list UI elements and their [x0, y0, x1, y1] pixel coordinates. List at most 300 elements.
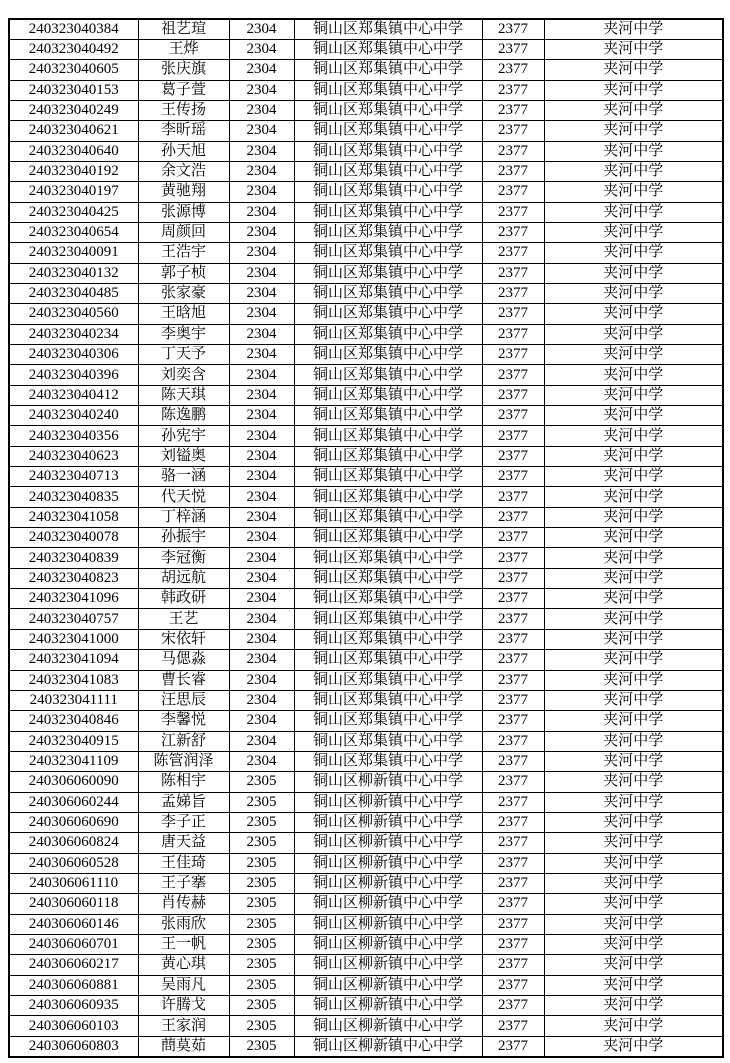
cell-assigned-school-name: 夹河中学: [544, 365, 723, 385]
table-row: [9, 792, 723, 812]
cell-assigned-school-code: 2377: [482, 934, 544, 954]
cell-assigned-school-code: 2377: [482, 19, 544, 39]
cell-student-id: 240323040846: [9, 711, 138, 731]
cell-student-name: 李奥宇: [138, 324, 229, 344]
cell-assigned-school-name: 夹河中学: [544, 996, 723, 1016]
cell-assigned-school-code: 2377: [482, 609, 544, 629]
cell-student-id: 240323041083: [9, 670, 138, 690]
cell-school-name: 铜山区郑集镇中心中学: [294, 141, 482, 161]
table-row: [9, 385, 723, 405]
table-row: [9, 161, 723, 181]
table-row: [9, 365, 723, 385]
cell-student-id: 240323040640: [9, 141, 138, 161]
cell-school-code: 2304: [229, 182, 294, 202]
cell-assigned-school-code: 2377: [482, 812, 544, 832]
cell-student-id: 240323040240: [9, 406, 138, 426]
cell-assigned-school-name: 夹河中学: [544, 182, 723, 202]
cell-school-name: 铜山区郑集镇中心中学: [294, 243, 482, 263]
cell-student-name: 王浩宇: [138, 243, 229, 263]
cell-school-code: 2305: [229, 812, 294, 832]
cell-student-name: 许腾戈: [138, 996, 229, 1016]
cell-student-id: 240323040823: [9, 568, 138, 588]
cell-student-name: 曹长睿: [138, 670, 229, 690]
table-row: [9, 772, 723, 792]
cell-assigned-school-name: 夹河中学: [544, 772, 723, 792]
cell-assigned-school-name: 夹河中学: [544, 446, 723, 466]
cell-assigned-school-code: 2377: [482, 446, 544, 466]
cell-assigned-school-name: 夹河中学: [544, 222, 723, 242]
cell-assigned-school-code: 2377: [482, 385, 544, 405]
cell-school-code: 2304: [229, 609, 294, 629]
cell-school-code: 2304: [229, 568, 294, 588]
cell-assigned-school-code: 2377: [482, 548, 544, 568]
table-row: [9, 711, 723, 731]
cell-assigned-school-name: 夹河中学: [544, 690, 723, 710]
table-row: [9, 548, 723, 568]
cell-assigned-school-name: 夹河中学: [544, 934, 723, 954]
table-row: [9, 589, 723, 609]
cell-school-name: 铜山区郑集镇中心中学: [294, 222, 482, 242]
cell-student-name: 陈逸鹏: [138, 406, 229, 426]
cell-assigned-school-name: 夹河中学: [544, 141, 723, 161]
cell-assigned-school-name: 夹河中学: [544, 568, 723, 588]
cell-assigned-school-code: 2377: [482, 731, 544, 751]
cell-assigned-school-code: 2377: [482, 365, 544, 385]
cell-student-name: 肖传赫: [138, 894, 229, 914]
cell-school-code: 2304: [229, 80, 294, 100]
cell-student-name: 李馨悦: [138, 711, 229, 731]
cell-student-name: 陈相宇: [138, 772, 229, 792]
table-row: [9, 670, 723, 690]
cell-assigned-school-name: 夹河中学: [544, 629, 723, 649]
cell-student-name: 周颜回: [138, 222, 229, 242]
cell-school-code: 2304: [229, 222, 294, 242]
cell-school-code: 2304: [229, 202, 294, 222]
cell-student-name: 唐天益: [138, 833, 229, 853]
table-row: [9, 243, 723, 263]
cell-assigned-school-code: 2377: [482, 650, 544, 670]
cell-assigned-school-code: 2377: [482, 263, 544, 283]
cell-school-code: 2305: [229, 894, 294, 914]
cell-assigned-school-code: 2377: [482, 182, 544, 202]
cell-student-id: 240323040605: [9, 60, 138, 80]
table-row: [9, 975, 723, 995]
cell-assigned-school-name: 夹河中学: [544, 467, 723, 487]
cell-school-code: 2305: [229, 833, 294, 853]
cell-assigned-school-code: 2377: [482, 751, 544, 771]
cell-student-id: 240323040234: [9, 324, 138, 344]
cell-school-name: 铜山区柳新镇中心中学: [294, 1036, 482, 1056]
cell-school-name: 铜山区郑集镇中心中学: [294, 161, 482, 181]
cell-assigned-school-name: 夹河中学: [544, 873, 723, 893]
cell-student-id: 240306060803: [9, 1036, 138, 1056]
cell-school-code: 2304: [229, 731, 294, 751]
cell-school-code: 2304: [229, 345, 294, 365]
cell-school-code: 2304: [229, 690, 294, 710]
cell-school-name: 铜山区郑集镇中心中学: [294, 568, 482, 588]
cell-student-name: 黄驰翔: [138, 182, 229, 202]
cell-assigned-school-name: 夹河中学: [544, 589, 723, 609]
table-row: [9, 467, 723, 487]
cell-school-name: 铜山区柳新镇中心中学: [294, 1016, 482, 1036]
table-body: [9, 19, 723, 1057]
cell-school-code: 2305: [229, 873, 294, 893]
cell-student-name: 代天悦: [138, 487, 229, 507]
cell-student-name: 汪思辰: [138, 690, 229, 710]
cell-school-code: 2304: [229, 528, 294, 548]
cell-school-code: 2304: [229, 60, 294, 80]
cell-assigned-school-name: 夹河中学: [544, 39, 723, 59]
cell-student-id: 240323041000: [9, 629, 138, 649]
cell-school-code: 2304: [229, 426, 294, 446]
cell-assigned-school-code: 2377: [482, 141, 544, 161]
cell-school-name: 铜山区郑集镇中心中学: [294, 446, 482, 466]
cell-assigned-school-name: 夹河中学: [544, 304, 723, 324]
table-row: [9, 324, 723, 344]
cell-student-id: 240323040485: [9, 283, 138, 303]
cell-student-name: 宋依轩: [138, 629, 229, 649]
cell-assigned-school-name: 夹河中学: [544, 406, 723, 426]
table-row: [9, 121, 723, 141]
table-row: [9, 996, 723, 1016]
cell-assigned-school-code: 2377: [482, 324, 544, 344]
cell-assigned-school-code: 2377: [482, 975, 544, 995]
cell-assigned-school-code: 2377: [482, 222, 544, 242]
cell-student-id: 240306060881: [9, 975, 138, 995]
cell-assigned-school-name: 夹河中学: [544, 426, 723, 446]
table-row: [9, 955, 723, 975]
cell-assigned-school-code: 2377: [482, 121, 544, 141]
cell-school-code: 2305: [229, 975, 294, 995]
cell-school-code: 2304: [229, 365, 294, 385]
cell-assigned-school-name: 夹河中学: [544, 80, 723, 100]
cell-assigned-school-code: 2377: [482, 283, 544, 303]
cell-assigned-school-name: 夹河中学: [544, 975, 723, 995]
table-row: [9, 690, 723, 710]
cell-assigned-school-code: 2377: [482, 568, 544, 588]
cell-student-name: 孙振宇: [138, 528, 229, 548]
cell-student-id: 240323040396: [9, 365, 138, 385]
cell-assigned-school-name: 夹河中学: [544, 751, 723, 771]
cell-assigned-school-code: 2377: [482, 528, 544, 548]
cell-student-id: 240306060146: [9, 914, 138, 934]
cell-student-id: 240306060090: [9, 772, 138, 792]
table-row: [9, 19, 723, 39]
cell-school-name: 铜山区郑集镇中心中学: [294, 304, 482, 324]
cell-student-id: 240306061110: [9, 873, 138, 893]
cell-assigned-school-code: 2377: [482, 487, 544, 507]
cell-assigned-school-name: 夹河中学: [544, 100, 723, 120]
cell-school-name: 铜山区郑集镇中心中学: [294, 39, 482, 59]
cell-school-name: 铜山区郑集镇中心中学: [294, 263, 482, 283]
cell-school-code: 2304: [229, 446, 294, 466]
cell-student-name: 郭子桢: [138, 263, 229, 283]
table-row: [9, 751, 723, 771]
cell-student-id: 240323040306: [9, 345, 138, 365]
cell-student-id: 240323041094: [9, 650, 138, 670]
cell-assigned-school-name: 夹河中学: [544, 324, 723, 344]
cell-student-name: 张雨欣: [138, 914, 229, 934]
cell-assigned-school-name: 夹河中学: [544, 1036, 723, 1056]
cell-school-name: 铜山区郑集镇中心中学: [294, 528, 482, 548]
cell-school-name: 铜山区郑集镇中心中学: [294, 487, 482, 507]
cell-school-name: 铜山区郑集镇中心中学: [294, 507, 482, 527]
table-row: [9, 304, 723, 324]
cell-student-name: 张家豪: [138, 283, 229, 303]
cell-school-code: 2304: [229, 243, 294, 263]
table-row: [9, 283, 723, 303]
cell-student-id: 240323040249: [9, 100, 138, 120]
table-row: [9, 446, 723, 466]
table-row: [9, 507, 723, 527]
cell-student-name: 蔄莫茹: [138, 1036, 229, 1056]
cell-student-id: 240306060217: [9, 955, 138, 975]
cell-student-name: 马偲淼: [138, 650, 229, 670]
cell-school-name: 铜山区郑集镇中心中学: [294, 406, 482, 426]
cell-student-name: 刘镒奥: [138, 446, 229, 466]
cell-student-name: 王艺: [138, 609, 229, 629]
cell-assigned-school-code: 2377: [482, 772, 544, 792]
table-row: [9, 222, 723, 242]
cell-school-code: 2305: [229, 914, 294, 934]
cell-assigned-school-code: 2377: [482, 426, 544, 446]
cell-student-name: 刘奕含: [138, 365, 229, 385]
cell-assigned-school-code: 2377: [482, 100, 544, 120]
cell-school-code: 2304: [229, 650, 294, 670]
cell-school-name: 铜山区柳新镇中心中学: [294, 996, 482, 1016]
cell-school-code: 2304: [229, 711, 294, 731]
cell-student-id: 240323041111: [9, 690, 138, 710]
table-row: [9, 731, 723, 751]
cell-school-name: 铜山区柳新镇中心中学: [294, 934, 482, 954]
cell-school-name: 铜山区郑集镇中心中学: [294, 690, 482, 710]
cell-student-name: 李昕瑶: [138, 121, 229, 141]
cell-assigned-school-code: 2377: [482, 894, 544, 914]
cell-school-name: 铜山区郑集镇中心中学: [294, 283, 482, 303]
cell-student-id: 240323040757: [9, 609, 138, 629]
cell-student-name: 孙天旭: [138, 141, 229, 161]
cell-assigned-school-name: 夹河中学: [544, 812, 723, 832]
cell-school-name: 铜山区柳新镇中心中学: [294, 914, 482, 934]
cell-school-code: 2304: [229, 304, 294, 324]
table-row: [9, 609, 723, 629]
cell-school-name: 铜山区郑集镇中心中学: [294, 609, 482, 629]
cell-student-id: 240323041109: [9, 751, 138, 771]
cell-school-name: 铜山区柳新镇中心中学: [294, 873, 482, 893]
cell-assigned-school-code: 2377: [482, 955, 544, 975]
cell-assigned-school-name: 夹河中学: [544, 1016, 723, 1036]
cell-school-code: 2304: [229, 629, 294, 649]
cell-school-name: 铜山区郑集镇中心中学: [294, 19, 482, 39]
cell-student-name: 吴雨凡: [138, 975, 229, 995]
cell-student-name: 李子正: [138, 812, 229, 832]
cell-assigned-school-name: 夹河中学: [544, 914, 723, 934]
cell-student-name: 丁天予: [138, 345, 229, 365]
cell-assigned-school-name: 夹河中学: [544, 731, 723, 751]
table-row: [9, 182, 723, 202]
table-row: [9, 202, 723, 222]
cell-school-code: 2305: [229, 853, 294, 873]
cell-school-code: 2304: [229, 406, 294, 426]
cell-student-id: 240306060528: [9, 853, 138, 873]
cell-student-name: 王传扬: [138, 100, 229, 120]
cell-school-code: 2304: [229, 751, 294, 771]
cell-school-name: 铜山区柳新镇中心中学: [294, 812, 482, 832]
cell-student-name: 王晗旭: [138, 304, 229, 324]
cell-student-id: 240323041096: [9, 589, 138, 609]
cell-student-id: 240323040192: [9, 161, 138, 181]
cell-school-code: 2304: [229, 19, 294, 39]
cell-assigned-school-name: 夹河中学: [544, 609, 723, 629]
cell-student-name: 骆一涵: [138, 467, 229, 487]
cell-school-code: 2304: [229, 283, 294, 303]
cell-assigned-school-code: 2377: [482, 589, 544, 609]
cell-school-code: 2305: [229, 772, 294, 792]
cell-student-id: 240323040078: [9, 528, 138, 548]
cell-student-name: 胡远航: [138, 568, 229, 588]
table-row: [9, 894, 723, 914]
cell-assigned-school-name: 夹河中学: [544, 548, 723, 568]
cell-student-name: 余文浩: [138, 161, 229, 181]
cell-assigned-school-name: 夹河中学: [544, 202, 723, 222]
cell-student-name: 孙宪宇: [138, 426, 229, 446]
table-row: [9, 406, 723, 426]
cell-school-name: 铜山区郑集镇中心中学: [294, 426, 482, 446]
cell-assigned-school-name: 夹河中学: [544, 853, 723, 873]
cell-assigned-school-code: 2377: [482, 914, 544, 934]
cell-school-code: 2304: [229, 141, 294, 161]
cell-school-name: 铜山区郑集镇中心中学: [294, 629, 482, 649]
cell-assigned-school-name: 夹河中学: [544, 670, 723, 690]
table-row: [9, 629, 723, 649]
cell-school-name: 铜山区郑集镇中心中学: [294, 751, 482, 771]
cell-student-name: 韩政研: [138, 589, 229, 609]
cell-school-name: 铜山区郑集镇中心中学: [294, 670, 482, 690]
cell-student-id: 240323040835: [9, 487, 138, 507]
cell-school-code: 2304: [229, 263, 294, 283]
cell-student-id: 240323040839: [9, 548, 138, 568]
table-row: [9, 426, 723, 446]
cell-assigned-school-code: 2377: [482, 345, 544, 365]
cell-student-id: 240323040425: [9, 202, 138, 222]
table-row: [9, 39, 723, 59]
cell-student-id: 240306060701: [9, 934, 138, 954]
cell-student-name: 王佳琦: [138, 853, 229, 873]
cell-assigned-school-code: 2377: [482, 406, 544, 426]
table-row: [9, 568, 723, 588]
table-row: [9, 650, 723, 670]
cell-school-code: 2305: [229, 934, 294, 954]
cell-student-id: 240306060935: [9, 996, 138, 1016]
cell-assigned-school-name: 夹河中学: [544, 894, 723, 914]
cell-student-name: 张源博: [138, 202, 229, 222]
cell-school-name: 铜山区郑集镇中心中学: [294, 100, 482, 120]
cell-student-name: 丁梓涵: [138, 507, 229, 527]
cell-student-id: 240323040713: [9, 467, 138, 487]
cell-school-name: 铜山区郑集镇中心中学: [294, 202, 482, 222]
table-row: [9, 60, 723, 80]
cell-student-name: 黄心琪: [138, 955, 229, 975]
cell-school-name: 铜山区郑集镇中心中学: [294, 80, 482, 100]
cell-school-name: 铜山区郑集镇中心中学: [294, 548, 482, 568]
cell-student-id: 240323040384: [9, 19, 138, 39]
cell-school-name: 铜山区柳新镇中心中学: [294, 975, 482, 995]
cell-student-id: 240306060824: [9, 833, 138, 853]
cell-assigned-school-name: 夹河中学: [544, 345, 723, 365]
cell-assigned-school-name: 夹河中学: [544, 792, 723, 812]
table-row: [9, 1036, 723, 1056]
cell-assigned-school-name: 夹河中学: [544, 19, 723, 39]
cell-assigned-school-code: 2377: [482, 1036, 544, 1056]
cell-school-code: 2304: [229, 487, 294, 507]
cell-assigned-school-code: 2377: [482, 161, 544, 181]
cell-assigned-school-name: 夹河中学: [544, 283, 723, 303]
cell-student-id: 240306060103: [9, 1016, 138, 1036]
cell-school-code: 2304: [229, 324, 294, 344]
cell-assigned-school-code: 2377: [482, 833, 544, 853]
cell-student-name: 祖艺瑄: [138, 19, 229, 39]
table-row: [9, 80, 723, 100]
cell-assigned-school-code: 2377: [482, 304, 544, 324]
cell-assigned-school-name: 夹河中学: [544, 263, 723, 283]
cell-assigned-school-code: 2377: [482, 853, 544, 873]
cell-school-name: 铜山区柳新镇中心中学: [294, 772, 482, 792]
cell-assigned-school-name: 夹河中学: [544, 528, 723, 548]
cell-assigned-school-code: 2377: [482, 202, 544, 222]
cell-assigned-school-code: 2377: [482, 711, 544, 731]
cell-school-code: 2305: [229, 955, 294, 975]
cell-school-name: 铜山区郑集镇中心中学: [294, 182, 482, 202]
table-row: [9, 100, 723, 120]
cell-student-id: 240306060244: [9, 792, 138, 812]
cell-school-code: 2305: [229, 1036, 294, 1056]
cell-school-code: 2304: [229, 589, 294, 609]
cell-school-code: 2304: [229, 121, 294, 141]
cell-student-id: 240323040132: [9, 263, 138, 283]
cell-assigned-school-name: 夹河中学: [544, 711, 723, 731]
table-row: [9, 934, 723, 954]
cell-assigned-school-code: 2377: [482, 507, 544, 527]
cell-school-code: 2304: [229, 507, 294, 527]
cell-student-name: 葛子萱: [138, 80, 229, 100]
cell-school-name: 铜山区郑集镇中心中学: [294, 589, 482, 609]
cell-assigned-school-name: 夹河中学: [544, 650, 723, 670]
cell-assigned-school-name: 夹河中学: [544, 161, 723, 181]
cell-assigned-school-name: 夹河中学: [544, 955, 723, 975]
cell-assigned-school-code: 2377: [482, 1016, 544, 1036]
cell-student-name: 王家润: [138, 1016, 229, 1036]
cell-school-name: 铜山区郑集镇中心中学: [294, 385, 482, 405]
cell-assigned-school-code: 2377: [482, 467, 544, 487]
cell-school-name: 铜山区郑集镇中心中学: [294, 467, 482, 487]
table-row: [9, 528, 723, 548]
cell-school-name: 铜山区郑集镇中心中学: [294, 121, 482, 141]
cell-school-name: 铜山区柳新镇中心中学: [294, 853, 482, 873]
cell-student-id: 240323040621: [9, 121, 138, 141]
cell-assigned-school-name: 夹河中学: [544, 833, 723, 853]
cell-assigned-school-code: 2377: [482, 792, 544, 812]
cell-school-code: 2304: [229, 467, 294, 487]
cell-student-name: 王子搴: [138, 873, 229, 893]
cell-school-code: 2304: [229, 670, 294, 690]
cell-school-code: 2304: [229, 385, 294, 405]
cell-assigned-school-name: 夹河中学: [544, 487, 723, 507]
cell-student-id: 240323041058: [9, 507, 138, 527]
cell-school-code: 2305: [229, 792, 294, 812]
cell-student-id: 240306060118: [9, 894, 138, 914]
cell-school-name: 铜山区郑集镇中心中学: [294, 365, 482, 385]
cell-assigned-school-name: 夹河中学: [544, 60, 723, 80]
